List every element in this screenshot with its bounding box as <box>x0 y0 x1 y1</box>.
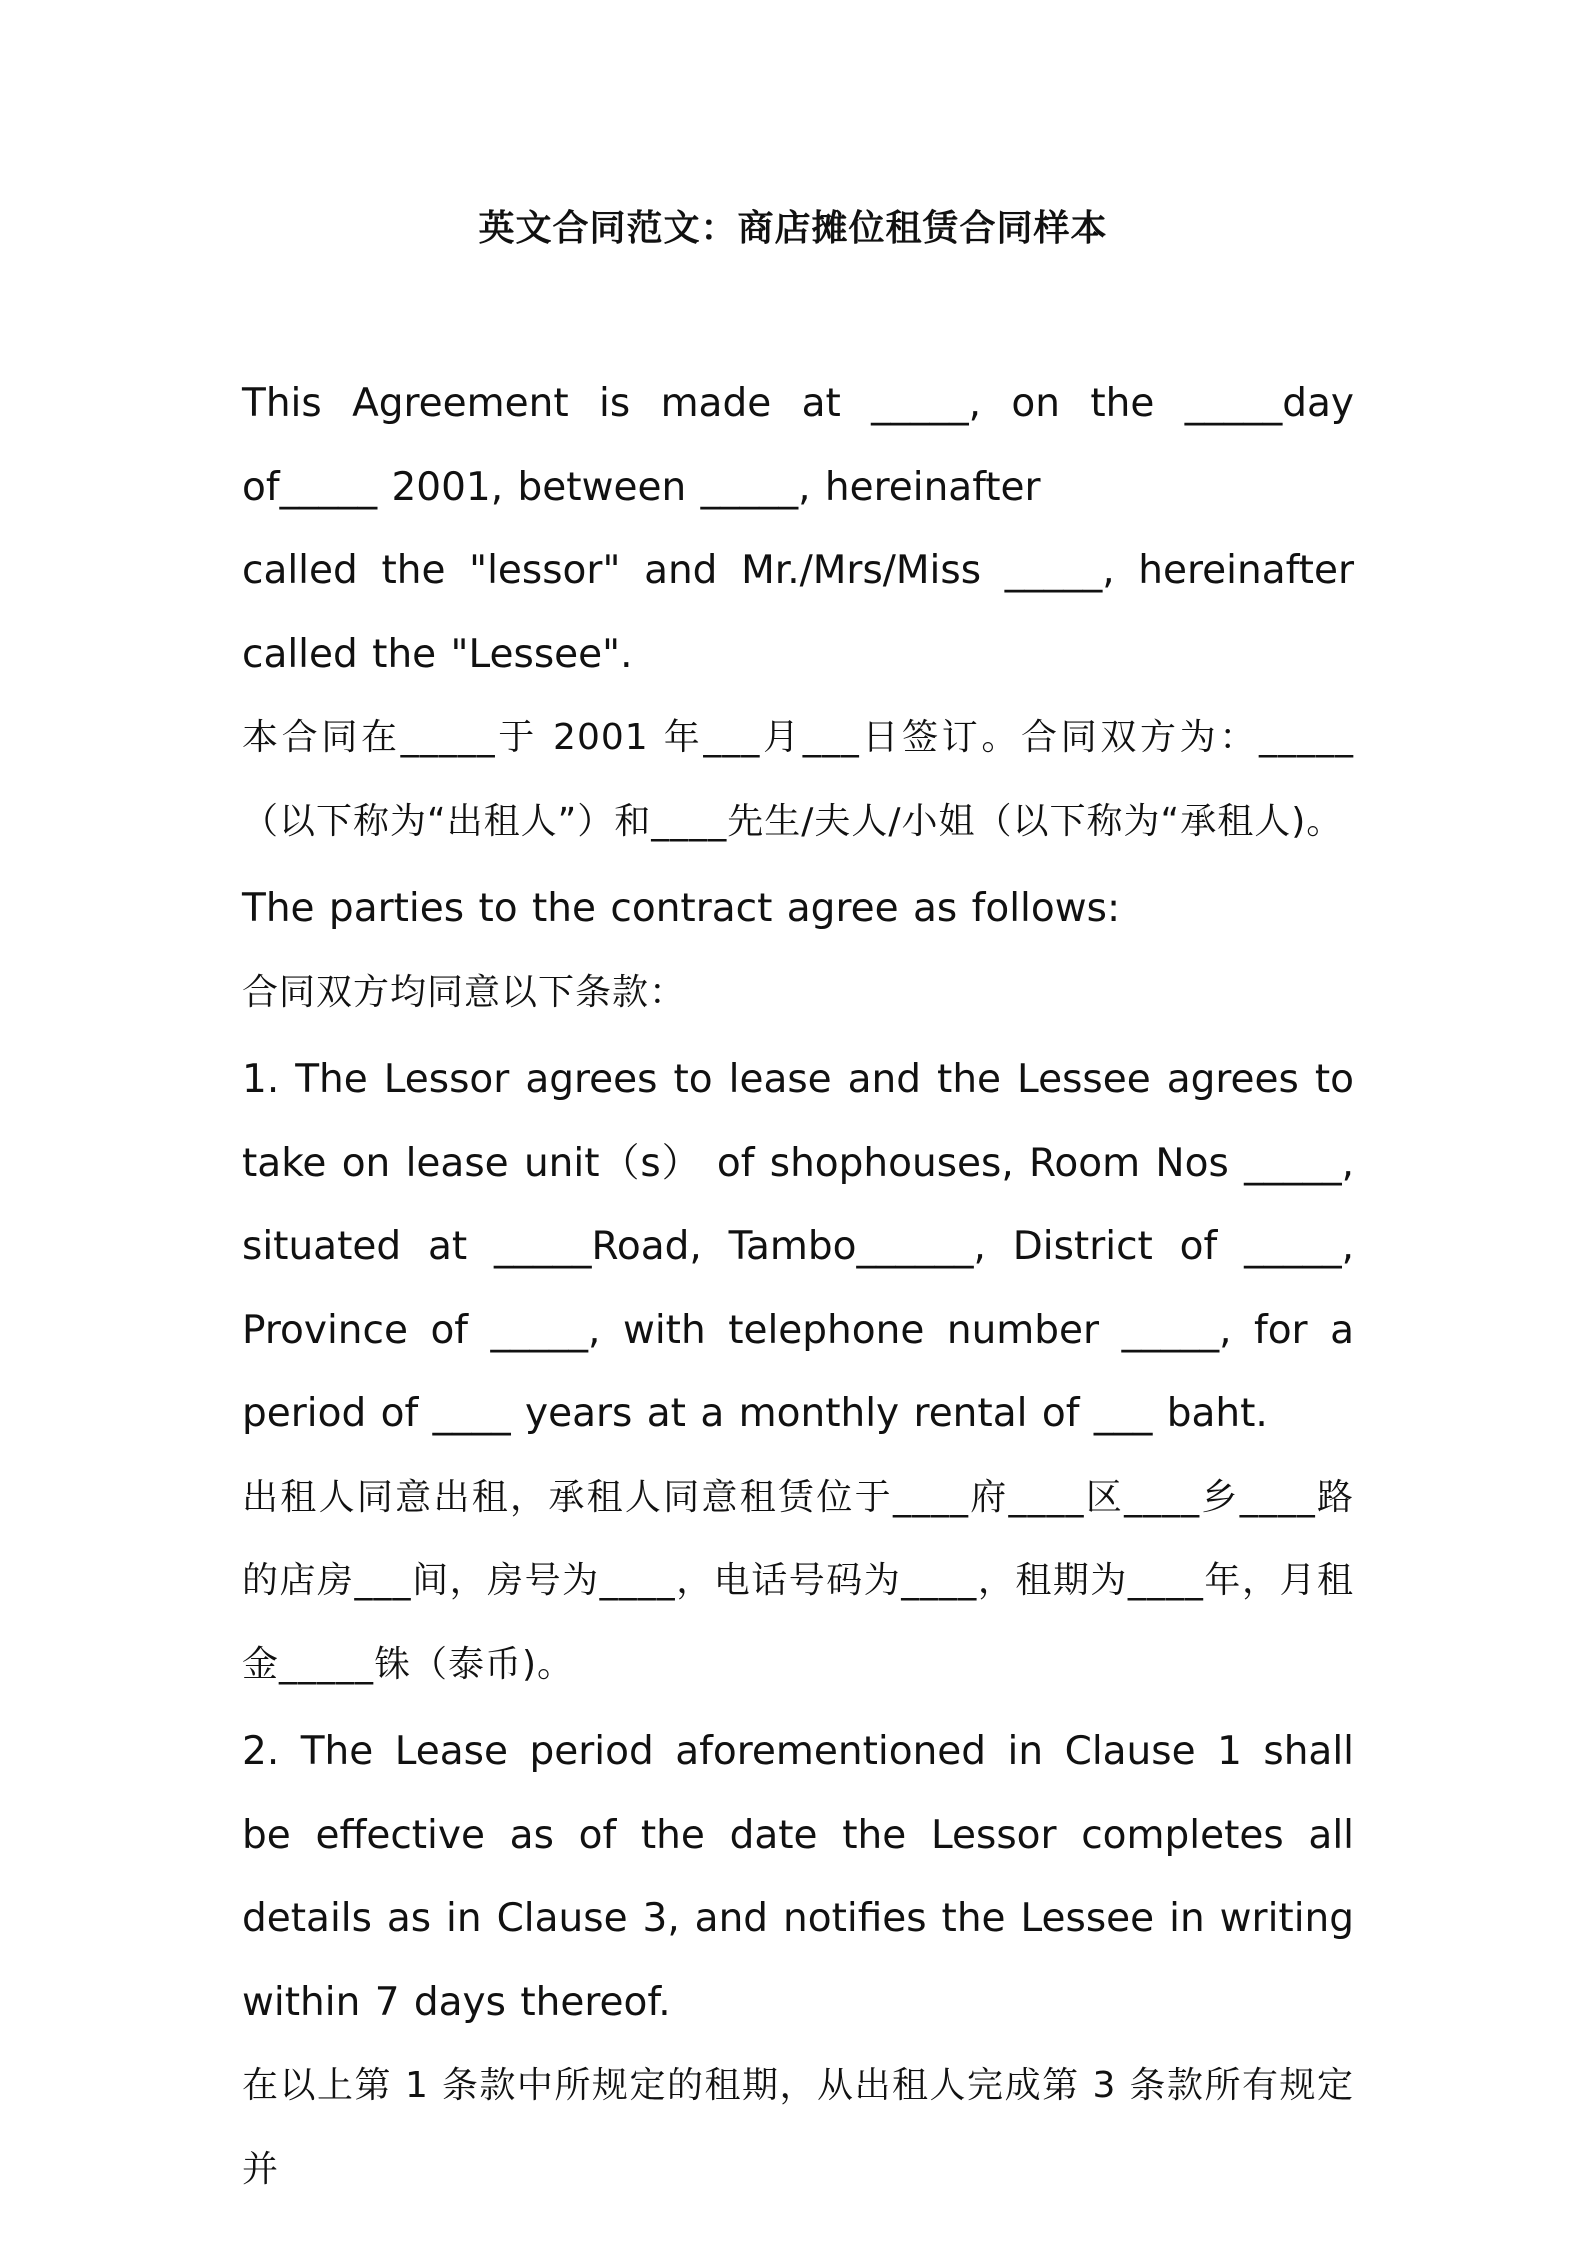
paragraph-agreement-parties: called the "lessor" and Mr./Mrs/Miss _____, hereinafter called the "Lessee". <box>242 548 1354 677</box>
paragraph-clause-2: 2. The Lease period aforementioned in Clause 1 shall be effective as of the date the Lessor completes all details as in Clause 3, and notifies the Lessee in writing within 7 days thereof. <box>242 1729 1354 2025</box>
paragraph-parties-agree-zh: 合同双方均同意以下条款： <box>242 971 687 1013</box>
paragraph-clause-2-zh: 在以上第 1 条款中所规定的租期，从出租人完成第 3 条款所有规定并 <box>242 2065 1354 2190</box>
document-body <box>242 362 1354 2211</box>
document-title: 英文合同范文：商店摊位租赁合同样本 <box>478 208 1108 249</box>
paragraph-agreement-intro-zh: 本合同在_____于 2001 年___月___日签订。合同双方为：_____（以下称为“出租人”）和____先生/夫人/小姐（以下称为“承租人)。 <box>242 717 1354 842</box>
paragraph-parties-agree: The parties to the contract agree as follows: <box>242 886 1121 931</box>
paragraph-clause-1-zh: 出租人同意出租，承租人同意租赁位于____府____区____乡____路的店房___间，房号为____，电话号码为____，租期为____年，月租金_____铢（泰币)。 <box>242 1476 1354 1685</box>
paragraph-clause-1: 1. The Lessor agrees to lease and the Lessee agrees to take on lease unit（s） of shophouses, Room Nos _____, situated at _____Road, Tambo______, District of _____, Province of _____, with telephone number _____, for a period of ____ years at a monthly rental of ___ baht. <box>242 1057 1354 1436</box>
paragraph-agreement-intro: This Agreement is made at _____, on the _____day of_____ 2001, between _____, hereinafter <box>242 381 1354 510</box>
